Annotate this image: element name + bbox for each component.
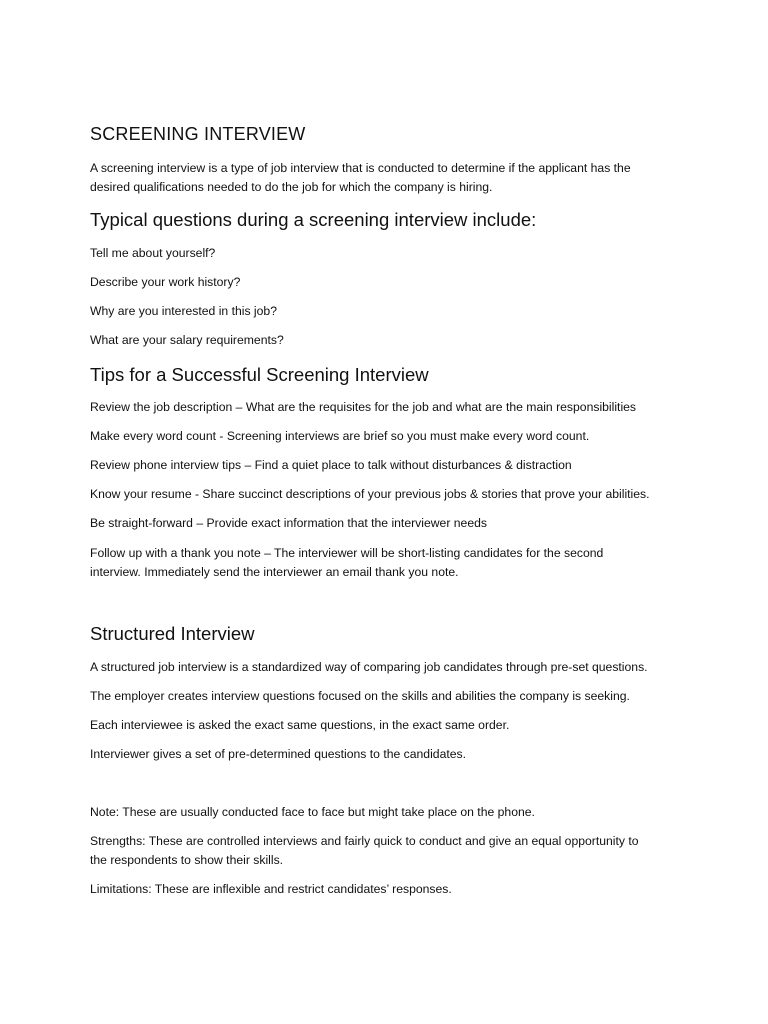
note-text: Note: These are usually conducted face to face but might take place on the phone. <box>90 805 535 819</box>
structured-item: A structured job interview is a standardized way of comparing job candidates through pre-set questions. <box>90 660 648 674</box>
strengths-line-2: the respondents to show their skills. <box>90 853 284 867</box>
tip-item: Follow up with a thank you note – The interviewer will be short-listing candidates for the second <box>90 546 604 560</box>
question-item: Describe your work history? <box>90 275 241 289</box>
structured-item: The employer creates interview questions focused on the skills and abilities the company is seeking. <box>90 689 630 703</box>
tip-item: Review phone interview tips – Find a quiet place to talk without disturbances & distraction <box>90 458 572 472</box>
typical-questions-heading: Typical questions during a screening interview include: <box>90 209 537 230</box>
question-item: Why are you interested in this job? <box>90 304 277 318</box>
tip-item: Be straight-forward – Provide exact information that the interviewer needs <box>90 516 487 530</box>
screening-intro-line-2: desired qualifications needed to do the job for which the company is hiring. <box>90 180 493 194</box>
tips-heading: Tips for a Successful Screening Interview <box>90 364 429 385</box>
limitations-text: Limitations: These are inflexible and restrict candidates’ responses. <box>90 882 452 896</box>
structured-item: Each interviewee is asked the exact same questions, in the exact same order. <box>90 718 510 732</box>
screening-intro-line-1: A screening interview is a type of job interview that is conducted to determine if the applicant has the <box>90 161 631 175</box>
tip-item: Make every word count - Screening interviews are brief so you must make every word count. <box>90 429 590 443</box>
question-item: Tell me about yourself? <box>90 246 216 260</box>
tip-item-continuation: interview. Immediately send the interviewer an email thank you note. <box>90 565 459 579</box>
tip-item: Know your resume - Share succinct descriptions of your previous jobs & stories that prove your abilities. <box>90 487 650 501</box>
structured-item: Interviewer gives a set of pre-determined questions to the candidates. <box>90 747 466 761</box>
tip-item: Review the job description – What are the requisites for the job and what are the main responsibilities <box>90 400 637 414</box>
question-item: What are your salary requirements? <box>90 333 284 347</box>
screening-interview-heading: SCREENING INTERVIEW <box>90 124 306 144</box>
structured-interview-heading: Structured Interview <box>90 623 255 644</box>
strengths-line-1: Strengths: These are controlled interviews and fairly quick to conduct and give an equal opportunity to <box>90 834 639 848</box>
